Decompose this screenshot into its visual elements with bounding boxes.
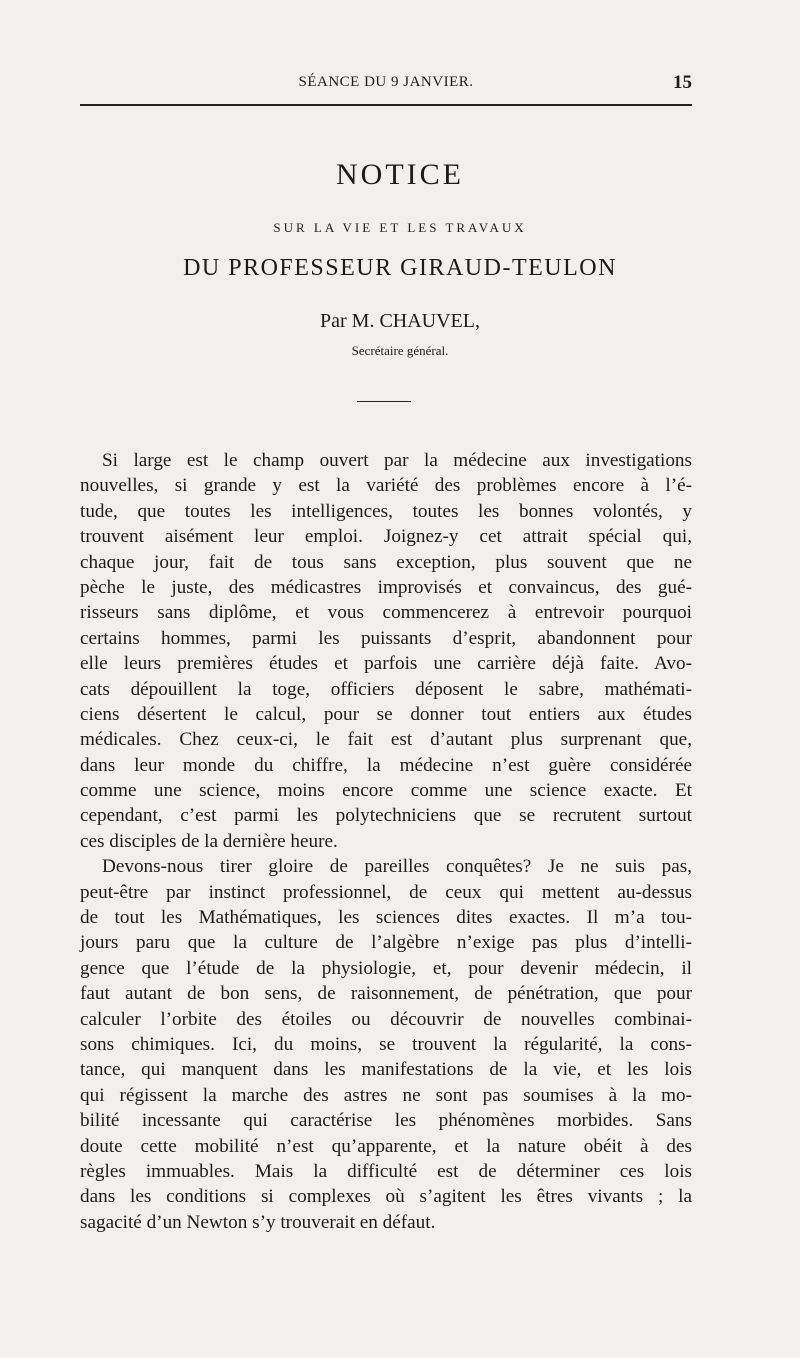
text-line: calculer l’orbite des étoiles ou découvrir de nouvelles combinai- — [80, 1008, 692, 1030]
text-line: chaque jour, fait de tous sans exception, plus souvent que ne — [80, 551, 692, 573]
notice-subtitle: SUR LA VIE ET LES TRAVAUX — [273, 220, 527, 235]
text-line: Si large est le champ ouvert par la médecine aux investigations — [102, 450, 692, 471]
author-role: Secrétaire général. — [351, 343, 449, 358]
text-line: gence que l’étude de la physiologie, et, pour devenir médecin, il — [80, 957, 692, 979]
text-line: de tout les Mathématiques, les sciences dites exactes. Il m’a tou- — [80, 907, 692, 929]
paragraph-2 — [80, 854, 692, 1235]
text-line: doute cette mobilité n’est qu’apparente, et la nature obéit à des — [80, 1135, 692, 1157]
text-line: pèche le juste, des médicastres improvisés et convaincus, des gué- — [80, 576, 692, 598]
notice-subject: DU PROFESSEUR GIRAUD-TEULON — [183, 255, 617, 281]
text-line: règles immuables. Mais la difficulté est de déterminer ces lois — [80, 1160, 692, 1182]
author-line: Par M. CHAUVEL, — [320, 310, 480, 332]
text-line: peut-être par instinct professionnel, de ceux qui mettent au-dessus — [80, 881, 692, 903]
text-line: cats dépouillent la toge, officiers déposent le sabre, mathémati- — [80, 678, 692, 700]
text-line: dans les conditions si complexes où s’agitent les êtres vivants ; la — [80, 1186, 692, 1208]
text-line: tude, que toutes les intelligences, toutes les bonnes volontés, y — [80, 500, 692, 522]
text-line: bilité incessante qui caractérise les phénomènes morbides. Sans — [80, 1110, 692, 1132]
body-text — [80, 448, 692, 1235]
text-line: risseurs sans diplôme, et vous commencerez à entrevoir pourquoi — [80, 602, 692, 624]
text-line: comme une science, moins encore comme une science exacte. Et — [80, 780, 692, 802]
page-number: 15 — [673, 72, 692, 93]
text-line: dans leur monde du chiffre, la médecine n’est guère considérée — [80, 754, 692, 776]
notice-title: NOTICE — [336, 158, 464, 191]
text-line: trouvent aisément leur emploi. Joignez-y cet attrait spécial qui, — [80, 526, 692, 548]
text-line: sons chimiques. Ici, du moins, se trouvent la régularité, la cons- — [80, 1033, 692, 1055]
text-line: Devons-nous tirer gloire de pareilles conquêtes? Je ne suis pas, — [102, 856, 692, 878]
text-line: cependant, c’est parmi les polytechniciens que se recrutent surtout — [80, 805, 692, 827]
text-line: ciens désertent le calcul, pour se donner tout entiers aux études — [80, 703, 692, 725]
text-line: elle leurs premières études et parfois une carrière déjà faite. Avo- — [80, 653, 692, 675]
text-line: nouvelles, si grande y est la variété des problèmes encore à l’é- — [80, 475, 692, 497]
text-line: certains hommes, parmi les puissants d’esprit, abandonnent pour — [80, 627, 692, 649]
running-title: SÉANCE DU 9 JANVIER. — [298, 74, 474, 90]
text-line: jours paru que la culture de l’algèbre n’exige pas plus d’intelli- — [80, 932, 692, 954]
text-line: sagacité d’un Newton s’y trouverait en défaut. — [80, 1211, 436, 1233]
text-line: qui régissent la marche des astres ne sont pas soumises à la mo- — [80, 1084, 692, 1106]
text-line: ces disciples de la dernière heure. — [80, 830, 338, 852]
text-line: faut autant de bon sens, de raisonnement, de pénétration, que pour — [80, 983, 692, 1005]
text-line: médicales. Chez ceux-ci, le fait est d’autant plus surprenant que, — [80, 729, 692, 751]
section-divider — [357, 401, 411, 402]
text-line: tance, qui manquent dans les manifestations de la vie, et les lois — [80, 1059, 692, 1081]
running-head — [80, 74, 692, 96]
header-rule — [80, 104, 692, 106]
paragraph-1 — [80, 448, 692, 854]
